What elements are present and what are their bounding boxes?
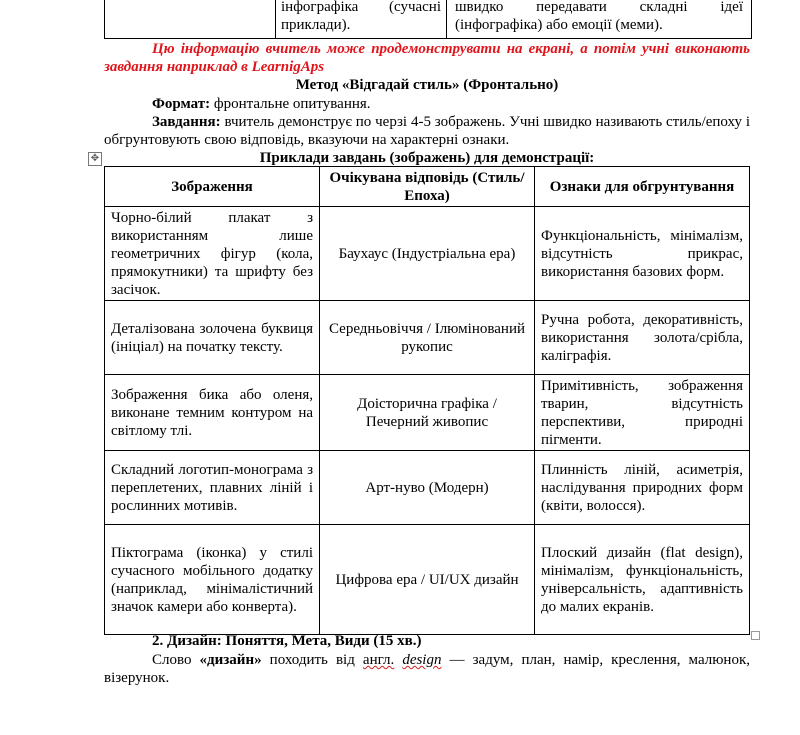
table-header-row	[105, 167, 750, 207]
table-cell: Доісторична графіка / Печерний живопис	[320, 375, 535, 451]
table-cell: Деталізована золочена буквиця (ініціал) на початку тексту.	[105, 301, 320, 375]
table-row	[105, 525, 750, 635]
table-cell: Складний логотип-монограма з переплетених, плавних ліній і рослинних мотивів.	[105, 451, 320, 525]
task-text: вчитель демонструє по черзі 4-5 зображень. Учні швидко називають стиль/епоху і обгрунтовують свою відповідь, вказуючи на характерні ознаки.	[104, 114, 750, 148]
previous-table-fragment	[104, 0, 752, 39]
spellcheck-word[interactable]: design	[402, 652, 442, 668]
table-cell: Примітивність, зображення тварин, відсутність перспективи, природні пігменти.	[535, 375, 750, 451]
spellcheck-word[interactable]: англ.	[362, 652, 395, 668]
method-title: Метод «Відгадай стиль» (Фронтально)	[295, 77, 559, 93]
table-cell: Баухаус (Індустріальна ера)	[320, 207, 535, 301]
table-cell: Арт-нуво (Модерн)	[320, 451, 535, 525]
paragraph-text: Слово	[152, 652, 200, 668]
paragraph-text: походить від	[261, 652, 363, 668]
table-cell-text: швидко передавати складні ідеї (інфографіка) або емоції (меми).	[455, 0, 743, 33]
task-label: Завдання:	[152, 114, 221, 130]
table-move-handle-icon[interactable]: ✥	[88, 152, 102, 166]
table-cell: Функціональність, мінімалізм, відсутність прикрас, використання базових форм.	[535, 207, 750, 301]
format-line	[152, 95, 750, 113]
table-cell: Середньовіччя / Ілюмінований рукопис	[320, 301, 535, 375]
table-cell-text: інфографіка (сучасні приклади).	[281, 0, 441, 33]
table-row	[105, 207, 750, 301]
table-header-cell: Очікувана відповідь (Стиль/Епоха)	[320, 167, 535, 207]
table-resize-handle-icon[interactable]	[751, 631, 760, 640]
table-header-cell: Зображення	[105, 167, 320, 207]
table-cell: Піктограма (іконка) у стилі сучасного мобільного додатку (наприклад, мінімалістичний значок камери або конверта).	[105, 525, 320, 635]
table-cell: Чорно-білий плакат з використанням лише геометричних фігур (кола, прямокутники) та шрифту без засічок.	[105, 207, 320, 301]
table-row	[105, 301, 750, 375]
teacher-note: Цю інформацію вчитель може продемонструвати на екрані, а потім учні виконають завдання наприклад в LearnigAps	[104, 41, 750, 75]
format-label: Формат:	[152, 96, 211, 112]
table-cell: Зображення бика або оленя, виконане темним контуром на світлому тлі.	[105, 375, 320, 451]
section-title: 2. Дизайн: Поняття, Мета, Види (15 хв.)	[152, 633, 422, 649]
table-cell: Ручна робота, декоративність, використання золота/срібла, каліграфія.	[535, 301, 750, 375]
examples-title: Приклади завдань (зображень) для демонстрації:	[259, 150, 595, 166]
paragraph-text: — задум, план, намір, креслення, малюнок, візерунок.	[104, 652, 750, 686]
table-cell	[105, 0, 276, 38]
table-cell: Плоский дизайн (flat design), мінімалізм, функціональність, універсальність, адаптивність до малих екранів.	[535, 525, 750, 635]
task-paragraph	[104, 113, 750, 149]
table-header-cell: Ознаки для обгрунтування	[535, 167, 750, 207]
format-text: фронтальне опитування.	[210, 96, 371, 112]
term-design: «дизайн»	[199, 652, 262, 668]
examples-table	[104, 166, 750, 635]
table-row	[105, 375, 750, 451]
table-row	[105, 451, 750, 525]
table-cell: Плинність ліній, асиметрія, наслідування природних форм (квіти, волосся).	[535, 451, 750, 525]
design-paragraph	[104, 651, 750, 687]
table-cell: Цифрова ера / UI/UX дизайн	[320, 525, 535, 635]
